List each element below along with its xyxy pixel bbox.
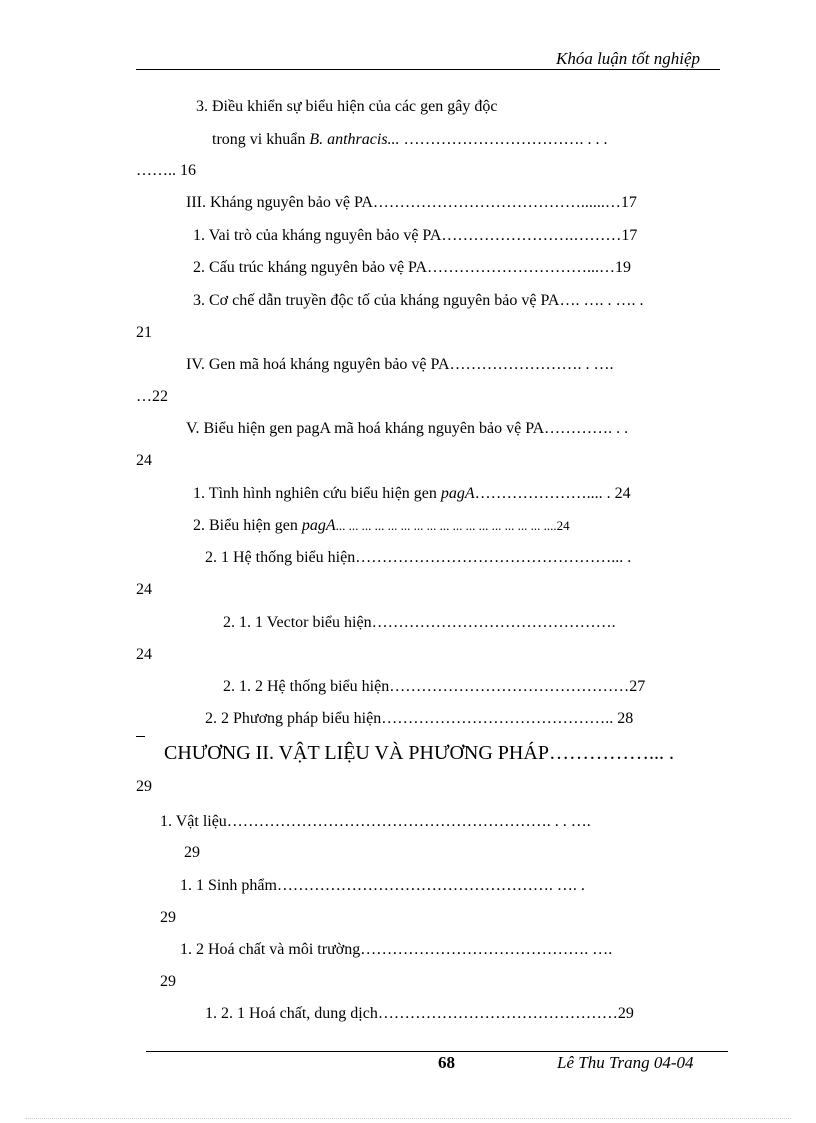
toc-entry-v-2-1-2: 2. 1. 2 Hệ thống biểu hiện………………………………………27 [223, 678, 646, 695]
footer-author: Lê Thu Trang 04-04 [557, 1053, 694, 1072]
toc-entry-iv: IV. Gen mã hoá kháng nguyên bảo vệ PA……………………. . …. [186, 356, 614, 373]
toc-entry-v-2-2: 2. 2 Phương pháp biểu hiện…………………………………….. 28 [205, 710, 634, 727]
toc-text: 2. Biểu hiện gen [193, 517, 302, 534]
toc-entry-3-gene-control-cont [212, 130, 608, 150]
toc-entry-v-2-1: 2. 1 Hệ thống biểu hiện…………………………………………... . [205, 549, 632, 566]
toc-page-ref: 24 [136, 581, 152, 598]
page-bottom-dotted-border [25, 1118, 791, 1119]
toc-leader: ………………….... . 24 [474, 485, 631, 502]
toc-page-ref: 29 [136, 778, 152, 795]
toc-text-italic: pagA [440, 485, 475, 502]
toc-entry-v-2 [193, 516, 570, 536]
toc-page-ref: …….. 16 [136, 162, 196, 179]
toc-entry-v: V. Biểu hiện gen pagA mã hoá kháng nguyên bảo vệ PA…………. . . [186, 420, 629, 437]
toc-text: 1. Tình hình nghiên cứu biểu hiện gen [193, 485, 441, 502]
toc-page-ref: 21 [136, 324, 152, 341]
toc-entry-1-2-1: 1. 2. 1 Hoá chất, dung dịch………………………………………29 [205, 1005, 634, 1022]
toc-page-ref: 24 [136, 452, 152, 469]
toc-leader: ……………………………. . . . [403, 131, 608, 148]
toc-page-ref: 29 [160, 909, 176, 926]
dash-mark [136, 736, 145, 737]
header-rule [136, 69, 720, 70]
toc-leader: ... ... ... ... ... ... ... ... ... ... ... ... ... ... ... ... ....24 [335, 518, 570, 533]
toc-entry-1-materials: 1. Vật liệu……………………………………………………. . . …. [160, 813, 591, 830]
toc-entry-1-1: 1. 1 Sinh phẩm……………………………………………. …. . [180, 877, 585, 894]
toc-entry-iii-3: 3. Cơ chế dẫn truyền độc tố của kháng nguyên bảo vệ PA…. …. . …. . [193, 292, 644, 309]
toc-entry-iii-1: 1. Vai trò của kháng nguyên bảo vệ PA…………………….………17 [193, 227, 638, 244]
toc-chapter-ii: CHƯƠNG II. VẬT LIỆU VÀ PHƯƠNG PHÁP……………... . [164, 742, 674, 764]
toc-page-ref: 29 [184, 844, 200, 861]
toc-text: trong vi khuẩn [212, 131, 310, 148]
footer-rule [146, 1051, 728, 1052]
toc-entry-v-2-1-1: 2. 1. 1 Vector biểu hiện………………………………………. [223, 614, 616, 631]
page-number: 68 [438, 1053, 455, 1072]
toc-entry-iii-2: 2. Cấu trúc kháng nguyên bảo vệ PA…………………………...…19 [193, 259, 632, 276]
toc-page-ref: …22 [136, 388, 168, 405]
toc-text-italic: B. anthracis... [309, 131, 400, 148]
toc-entry-v-1 [193, 484, 631, 504]
toc-text-italic: pagA [301, 517, 336, 534]
toc-page-ref: 24 [136, 646, 152, 663]
toc-entry-iii: III. Kháng nguyên bảo vệ PA…………………………………......…17 [186, 194, 637, 211]
toc-entry-1-2: 1. 2 Hoá chất và môi trường……………………………………. …. [180, 941, 613, 958]
header-title: Khóa luận tốt nghiệp [556, 49, 701, 68]
toc-entry-3-gene-control: 3. Điều khiển sự biểu hiện của các gen gây độc [196, 98, 498, 115]
toc-page-ref: 29 [160, 973, 176, 990]
